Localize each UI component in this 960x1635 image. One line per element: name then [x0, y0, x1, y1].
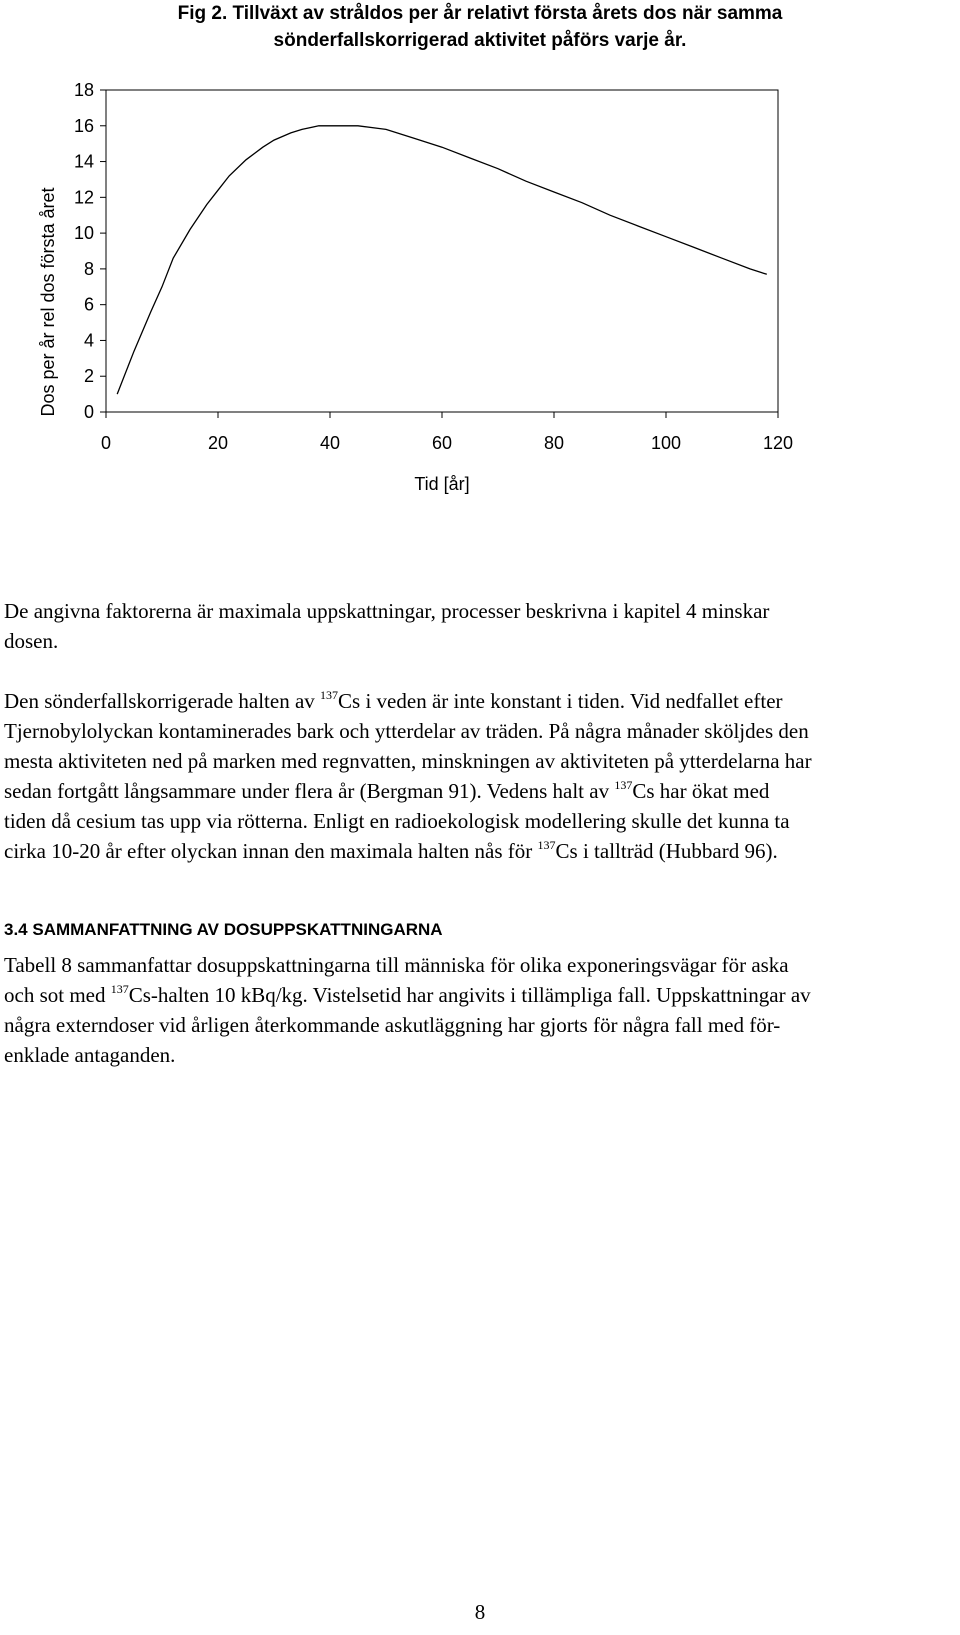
paragraph-dose-factors — [4, 596, 956, 656]
plot-frame — [106, 90, 778, 412]
p2-line4-before: sedan fortgått långsammare under flera år (Bergman 91). Vedens halt av — [4, 779, 615, 803]
p2-line6-before: cirka 10-20 år efter olyckan innan den maximala halten nås för — [4, 839, 538, 863]
paragraph-summary — [4, 950, 956, 1070]
dose-growth-chart — [0, 60, 960, 510]
dose-curve — [117, 126, 767, 394]
p3-line2-after: Cs-halten 10 kBq/kg. Vistelsetid har angivits i tillämpliga fall. Uppskattningar av — [128, 983, 811, 1007]
p2-line3: mesta aktiviteten ned på marken med regnvatten, minskningen av aktiviteten på ytterdelarna har — [4, 749, 812, 773]
p3-line2-before: och sot med — [4, 983, 111, 1007]
y-axis-ticks — [74, 80, 106, 422]
x-tick-label: 20 — [207, 433, 229, 453]
y-tick-label: 16 — [73, 115, 94, 136]
x-axis-ticks — [101, 412, 793, 453]
p2-line4-after: Cs har ökat med — [632, 779, 770, 803]
paragraph1-line-1: De angivna faktorerna är maximala uppskattningar, processer beskrivna i kapitel 4 minskar — [4, 599, 770, 623]
figure-title-line-1: Fig 2. Tillväxt av stråldos per år relativt första årets dos när samma — [177, 3, 783, 24]
y-tick-label: 0 — [83, 402, 94, 422]
page-number: 8 — [474, 1600, 486, 1624]
x-tick-label: 100 — [650, 433, 682, 453]
isotope-mass-superscript: 137 — [537, 838, 556, 852]
y-axis-label: Dos per år rel dos första året — [38, 187, 58, 417]
x-tick-label: 0 — [100, 433, 112, 453]
isotope-mass-superscript: 137 — [110, 982, 129, 996]
p3-line4: enklade antaganden. — [4, 1043, 176, 1067]
y-tick-label: 8 — [83, 258, 94, 279]
p2-line1-before: Den sönderfallskorrigerade halten av — [4, 689, 321, 713]
figure-title-line-2: sönderfallskorrigerad aktivitet påförs varje år. — [273, 30, 687, 51]
p3-line1: Tabell 8 sammanfattar dosuppskattningarna till människa för olika exponeringsvägar för aska — [4, 953, 789, 977]
p3-line3: några externdoser vid årligen återkommande askutläggning har gjorts för några fall med för- — [4, 1013, 781, 1037]
p2-line2: Tjernobylolyckan kontaminerades bark och ytterdelar av träden. På några månader sköljdes den — [4, 719, 809, 743]
x-tick-label: 80 — [543, 433, 565, 453]
p2-line6-after: Cs i tallträd (Hubbard 96). — [555, 839, 778, 863]
x-tick-label: 120 — [762, 433, 794, 453]
paragraph-cesium-wood — [4, 686, 956, 866]
isotope-mass-superscript: 137 — [614, 778, 633, 792]
figure-title — [0, 0, 960, 54]
x-tick-label: 60 — [431, 433, 453, 453]
x-axis-label: Tid [år] — [414, 474, 470, 494]
y-tick-label: 2 — [83, 366, 94, 387]
p2-line5: tiden då cesium tas upp via rötterna. Enligt en radioekologisk modellering skulle det kunna ta — [4, 809, 790, 833]
x-tick-label: 40 — [319, 433, 341, 453]
y-tick-label: 14 — [73, 151, 94, 172]
y-tick-label: 12 — [73, 187, 94, 208]
section-heading: 3.4 SAMMANFATTNING AV DOSUPPSKATTNINGARNA — [4, 920, 443, 939]
p2-line1-after: Cs i veden är inte konstant i tiden. Vid nedfallet efter — [338, 689, 783, 713]
isotope-mass-superscript: 137 — [320, 688, 339, 702]
y-tick-label: 18 — [73, 80, 94, 100]
y-tick-label: 4 — [83, 330, 94, 351]
y-tick-label: 6 — [83, 294, 94, 315]
y-tick-label: 10 — [73, 223, 94, 244]
paragraph1-line-2: dosen. — [4, 629, 59, 653]
